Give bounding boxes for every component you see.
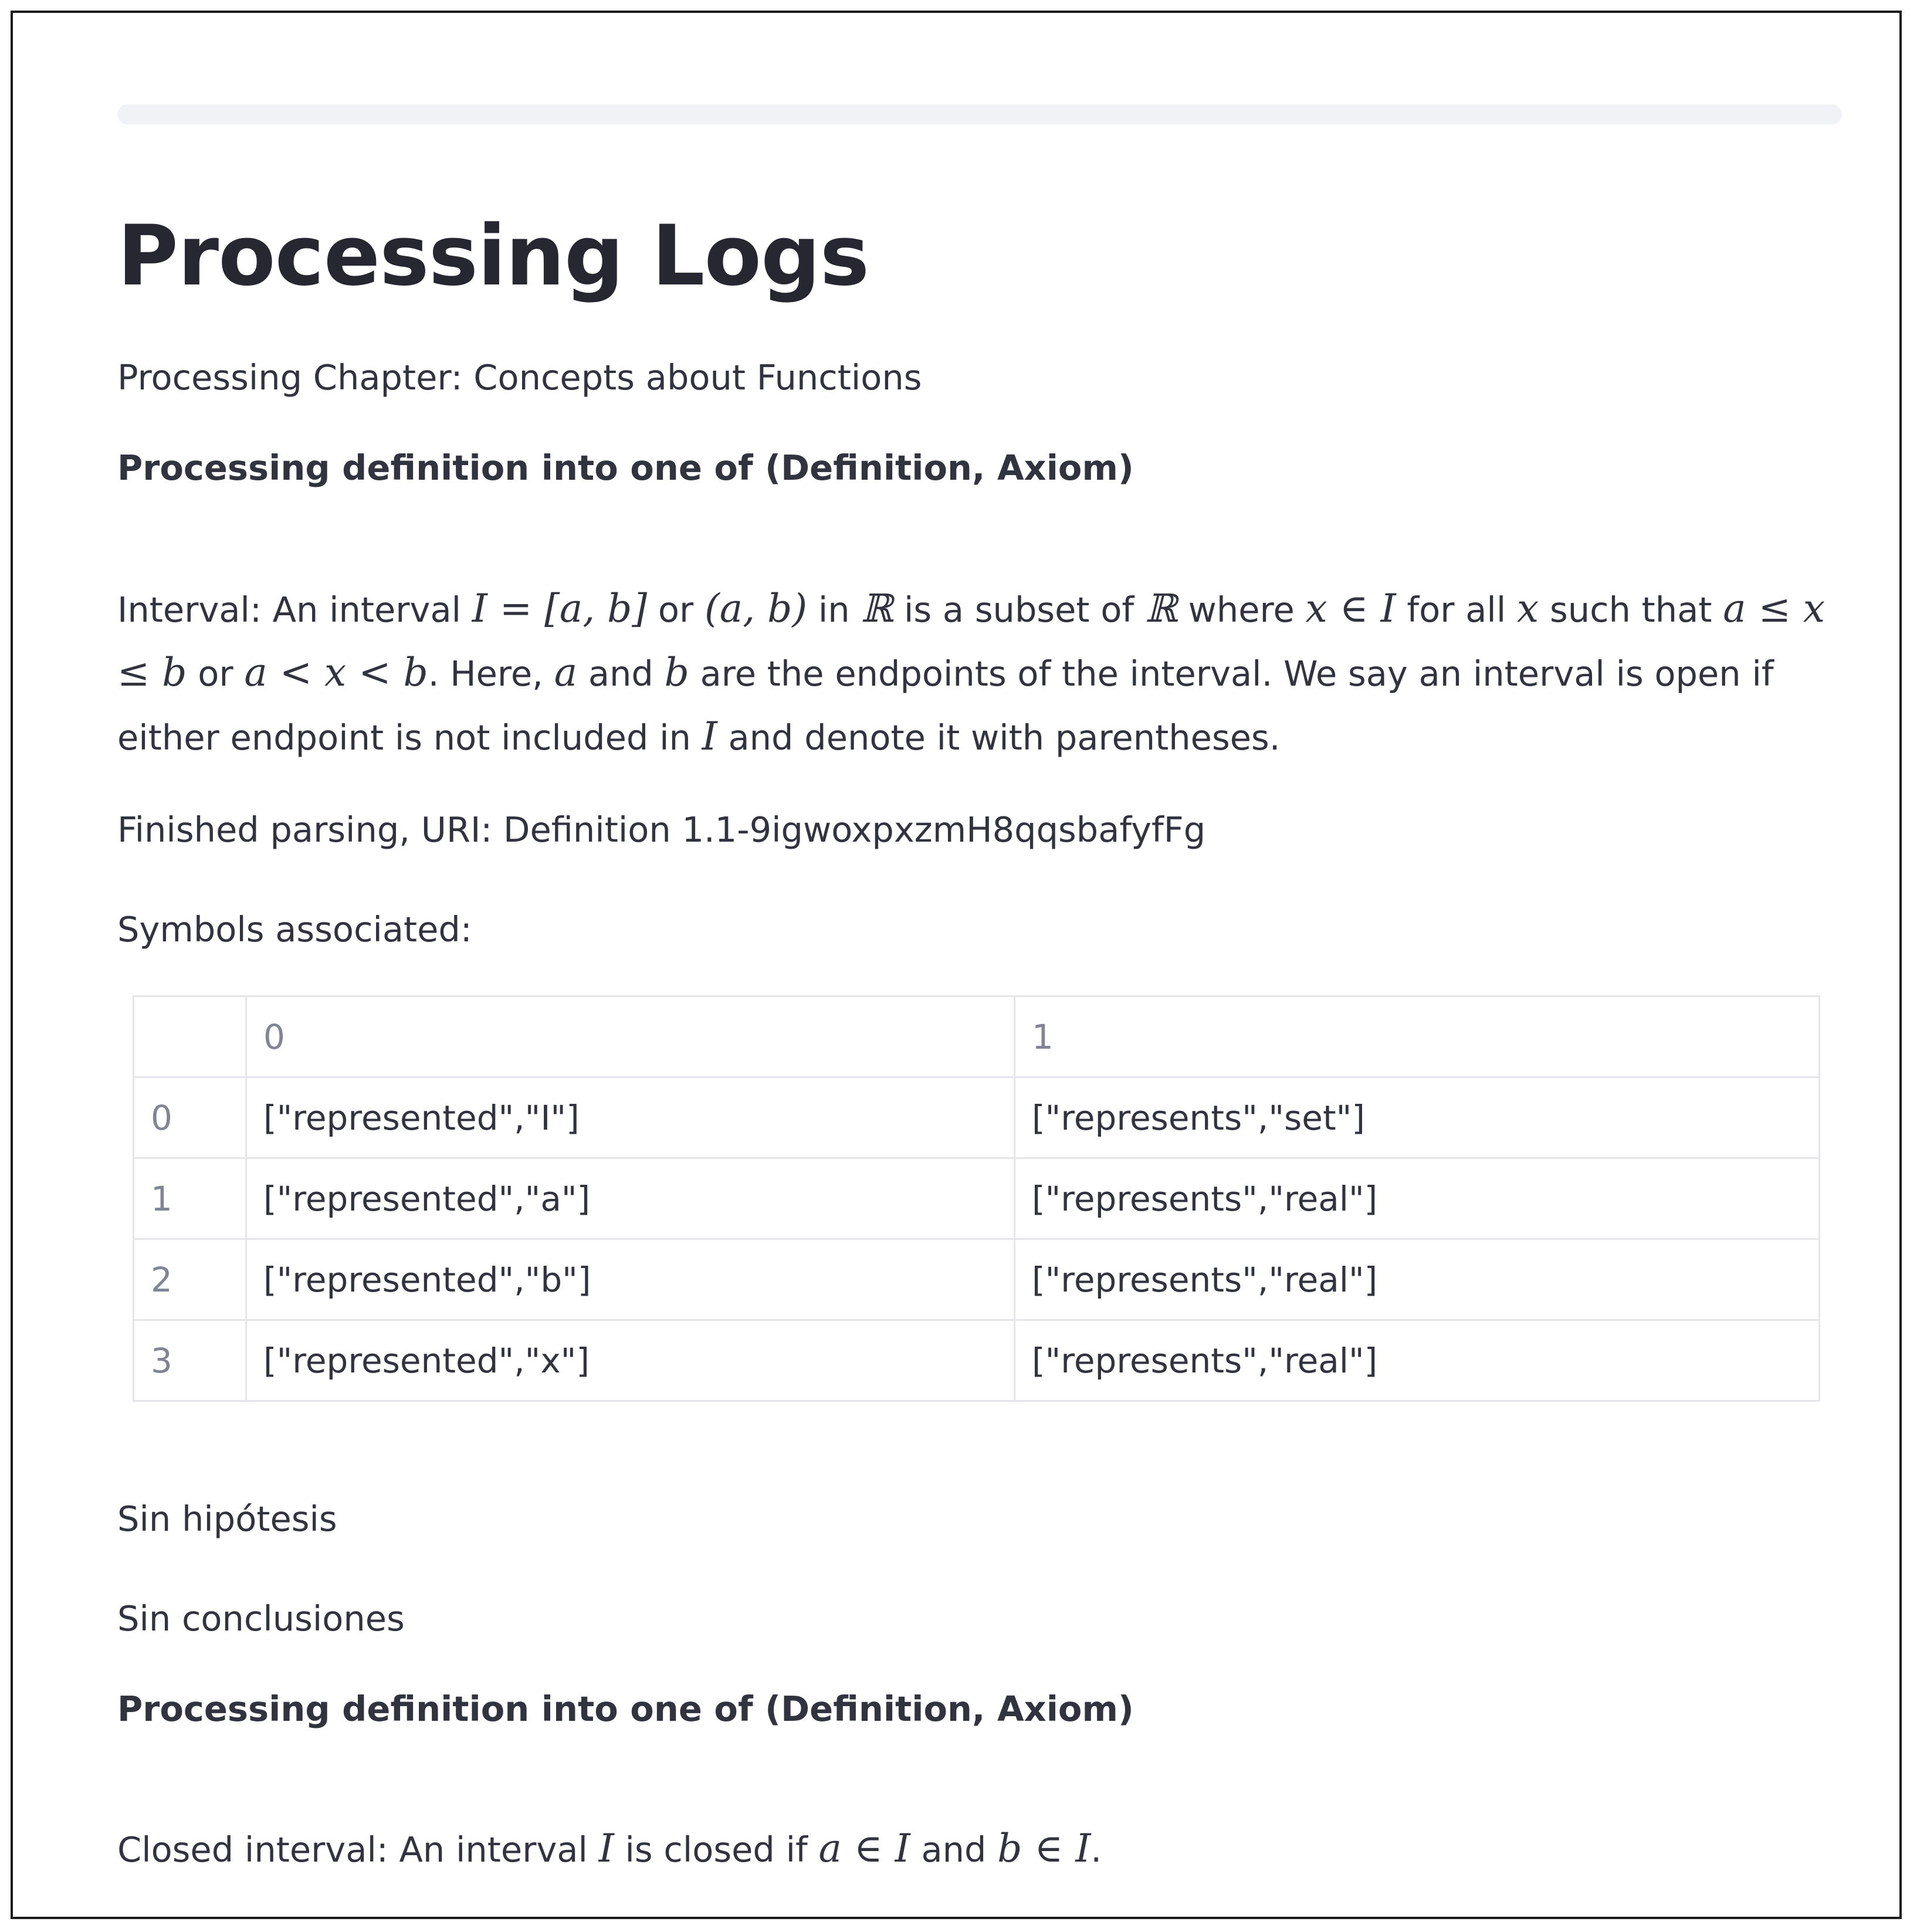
math-expression: x <box>1516 586 1539 631</box>
table-cell[interactable]: ["represents","real"] <box>1015 1158 1820 1239</box>
processing-log-line-2: Processing definition into one of (Definition, Axiom) <box>117 1689 1134 1729</box>
page-title: Processing Logs <box>117 208 869 304</box>
math-expression: I <box>702 714 717 759</box>
math-expression: (a, b) <box>705 586 808 631</box>
hypotheses-log-line: Sin hipótesis <box>117 1499 337 1539</box>
table-cell[interactable]: ["represents","set"] <box>1015 1077 1820 1158</box>
def-text-segment: in <box>807 589 861 630</box>
math-expression: ℝ <box>861 586 893 631</box>
math-expression: a ∈ I <box>818 1826 910 1871</box>
row-index-cell: 2 <box>134 1239 246 1320</box>
table-cell[interactable]: ["represented","b"] <box>246 1239 1015 1320</box>
symbols-label: Symbols associated: <box>117 909 472 950</box>
progress-bar-track <box>117 104 1842 124</box>
math-expression: x ∈ I <box>1305 586 1396 631</box>
table-header-col-1[interactable]: 1 <box>1015 996 1820 1077</box>
def-text-segment: are the endpoints of the interval. We say an interval is open if either endpoint is not included in <box>117 653 1774 758</box>
definition-text-closed-interval <box>117 1817 1842 1881</box>
def-text-segment: . Here, <box>428 653 554 694</box>
table-row <box>134 1158 1820 1239</box>
def-text-segment: and <box>910 1829 998 1870</box>
math-expression: b <box>664 650 689 695</box>
math-expression: I <box>598 1826 614 1871</box>
math-expression: b ∈ I <box>997 1826 1091 1871</box>
table-row <box>134 1239 1820 1320</box>
table-row <box>134 1077 1820 1158</box>
table-cell[interactable]: ["represented","a"] <box>246 1158 1015 1239</box>
symbols-table[interactable] <box>133 995 1820 1402</box>
def-text-segment: or <box>187 653 245 694</box>
table-cell[interactable]: ["represents","real"] <box>1015 1239 1820 1320</box>
math-expression: a <box>554 650 578 695</box>
def-text-segment: and denote it with parentheses. <box>717 717 1281 758</box>
chapter-log-line: Processing Chapter: Concepts about Functions <box>117 357 922 398</box>
processing-log-line-1: Processing definition into one of (Definition, Axiom) <box>117 448 1134 488</box>
def-text-segment: is a subset of <box>893 589 1145 630</box>
def-text-segment: Closed interval: An interval <box>117 1829 599 1870</box>
definition-text-interval <box>117 577 1842 769</box>
def-text-segment: for all <box>1396 589 1517 630</box>
table-header-index <box>134 996 246 1077</box>
def-text-segment: . <box>1090 1829 1102 1870</box>
table-cell[interactable]: ["represented","x"] <box>246 1320 1015 1401</box>
def-text-segment: Interval: An interval <box>117 589 472 630</box>
row-index-cell: 1 <box>134 1158 246 1239</box>
table-header-row <box>134 996 1820 1077</box>
def-text-segment: such that <box>1539 589 1723 630</box>
def-text-segment: or <box>647 589 705 630</box>
def-text-segment: where <box>1177 589 1306 630</box>
def-text-segment: and <box>577 653 665 694</box>
app-frame <box>11 11 1902 1919</box>
math-expression: I = [a, b] <box>472 586 648 631</box>
math-expression: ℝ <box>1144 586 1177 631</box>
table-cell[interactable]: ["represented","I"] <box>246 1077 1015 1158</box>
conclusions-log-line: Sin conclusiones <box>117 1598 405 1639</box>
row-index-cell: 0 <box>134 1077 246 1158</box>
math-expression: a ≤ x ≤ b <box>117 586 1825 695</box>
table-header-col-0[interactable]: 0 <box>246 996 1015 1077</box>
uri-log-line: Finished parsing, URI: Definition 1.1-9igwoxpxzmH8qqsbafyfFg <box>117 809 1206 850</box>
def-text-segment: is closed if <box>614 1829 819 1870</box>
math-expression: a < x < b <box>244 650 428 695</box>
row-index-cell: 3 <box>134 1320 246 1401</box>
table-row <box>134 1320 1820 1401</box>
table-cell[interactable]: ["represents","real"] <box>1015 1320 1820 1401</box>
main-content <box>117 201 1842 1881</box>
